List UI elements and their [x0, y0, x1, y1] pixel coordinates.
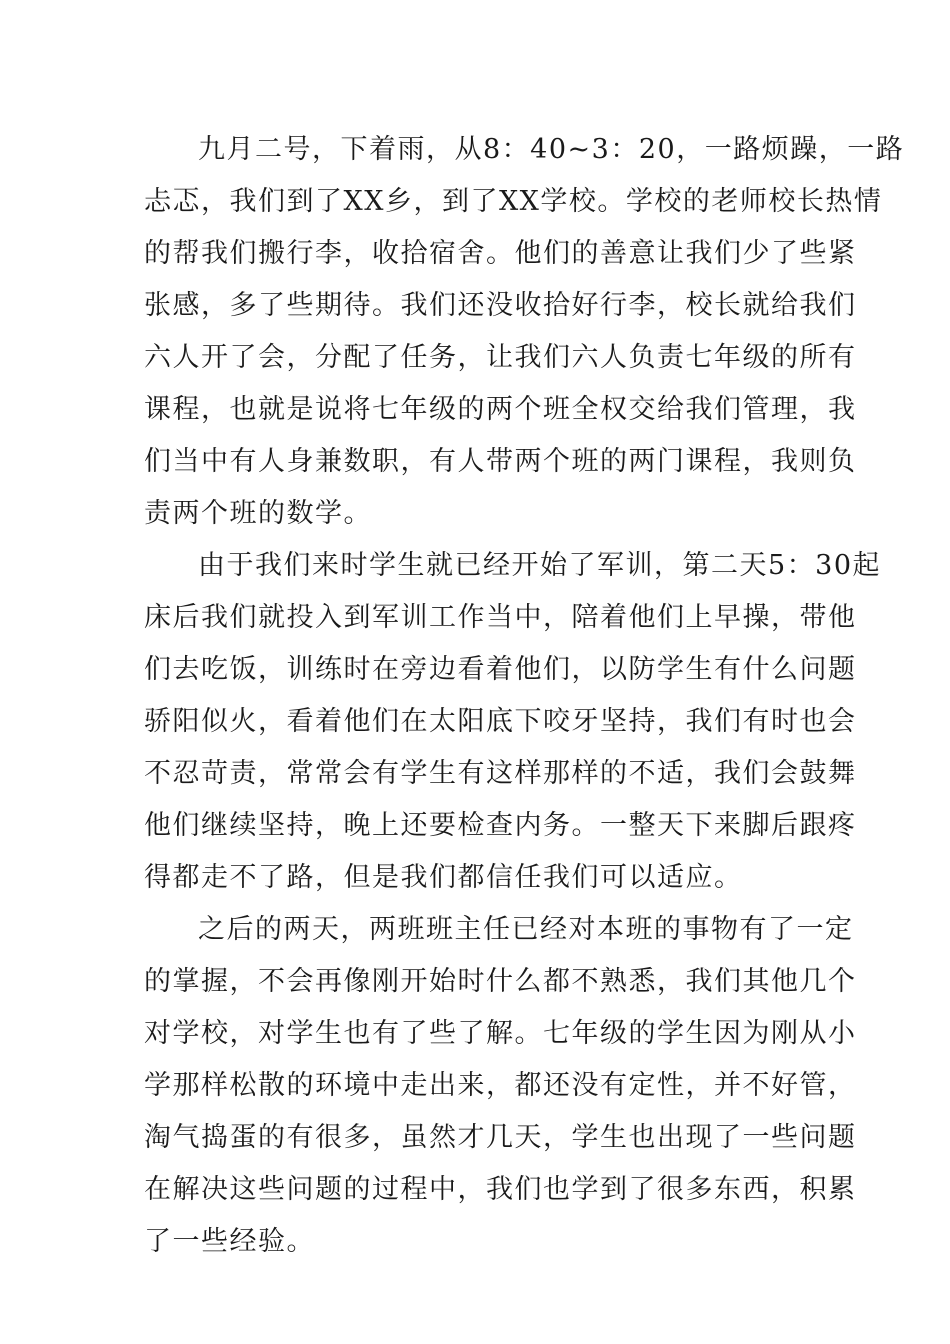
paragraph-2-line-7: 得都走不了路，但是我们都信任我们可以适应。 [144, 862, 743, 893]
paragraph-3-line-2: 的掌握，不会再像刚开始时什么都不熟悉，我们其他几个 [144, 966, 857, 997]
paragraph-1-line-1: 九月二号，下着雨，从8：40~3：20，一路烦躁，一路 [198, 134, 905, 165]
paragraph-2-line-2: 床后我们就投入到军训工作当中，陪着他们上早操，带他 [144, 602, 857, 633]
paragraph-1-line-3: 的帮我们搬行李，收拾宿舍。他们的善意让我们少了些紧 [144, 238, 857, 269]
paragraph-3-line-5: 淘气捣蛋的有很多，虽然才几天，学生也出现了一些问题 [144, 1122, 857, 1153]
paragraph-2-line-5: 不忍苛责，常常会有学生有这样那样的不适，我们会鼓舞 [144, 758, 857, 789]
paragraph-2-line-1: 由于我们来时学生就已经开始了军训，第二天5：30起 [198, 550, 882, 581]
paragraph-3-line-4: 学那样松散的环境中走出来，都还没有定性，并不好管， [144, 1070, 857, 1101]
paragraph-3-line-3: 对学校，对学生也有了些了解。七年级的学生因为刚从小 [144, 1018, 857, 1049]
paragraph-1-line-7: 们当中有人身兼数职，有人带两个班的两门课程，我则负 [144, 446, 857, 477]
paragraph-2-line-3: 们去吃饭，训练时在旁边看着他们，以防学生有什么问题 [144, 654, 857, 685]
paragraph-1-line-6: 课程，也就是说将七年级的两个班全权交给我们管理，我 [144, 394, 857, 425]
paragraph-1-line-2: 忐忑，我们到了XX乡，到了XX学校。学校的老师校长热情 [144, 186, 883, 217]
paragraph-1-line-8: 责两个班的数学。 [144, 498, 372, 529]
paragraph-1-line-4: 张感，多了些期待。我们还没收拾好行李，校长就给我们 [144, 290, 857, 321]
paragraph-3-line-7: 了一些经验。 [144, 1226, 315, 1257]
paragraph-3-line-6: 在解决这些问题的过程中，我们也学到了很多东西，积累 [144, 1174, 857, 1205]
paragraph-1-line-5: 六人开了会，分配了任务，让我们六人负责七年级的所有 [144, 342, 857, 373]
paragraph-3-line-1: 之后的两天，两班班主任已经对本班的事物有了一定 [198, 914, 854, 945]
paragraph-2-line-4: 骄阳似火，看着他们在太阳底下咬牙坚持，我们有时也会 [144, 706, 857, 737]
paragraph-2-line-6: 他们继续坚持，晚上还要检查内务。一整天下来脚后跟疼 [144, 810, 857, 841]
